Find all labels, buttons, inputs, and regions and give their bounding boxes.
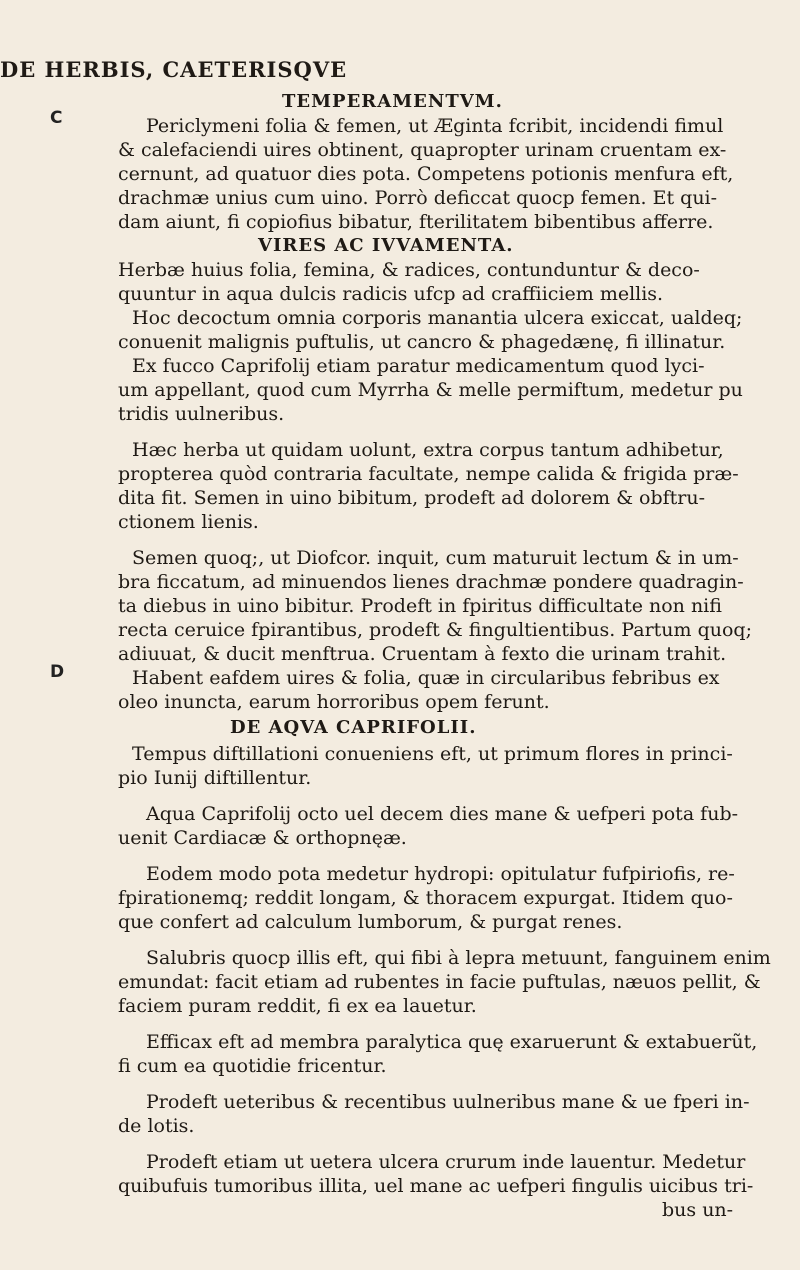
text-line: conuenit malignis puftulis, ut cancro & phagedænę, fi illinatur. <box>118 331 726 353</box>
text-line: emundat: facit etiam ad rubentes in facie puftulas, næuos pellit, & <box>118 971 761 993</box>
section-heading-vires: VIRES AC IVVAMENTA. <box>258 235 514 256</box>
text-line: ta diebus in uino bibitur. Prodeft in fpiritus difficultate non nifi <box>118 595 722 617</box>
text-line: Prodeft ueteribus & recentibus uulneribus mane & ue fperi in- <box>146 1091 750 1113</box>
margin-letter-c: C <box>50 108 63 128</box>
text-line: Hoc decoctum omnia corporis manantia ulcera exiccat, ualdeq; <box>132 307 743 329</box>
text-line: quibufuis tumoribus illita, uel mane ac uefperi fingulis uicibus tri- <box>118 1175 754 1197</box>
text-line: cernunt, ad quatuor dies pota. Competens potionis menfura eft, <box>118 163 734 185</box>
text-line: ctionem lienis. <box>118 511 259 533</box>
text-line: de lotis. <box>118 1115 195 1137</box>
margin-letter-d: D <box>50 662 65 682</box>
text-line: Herbæ huius folia, femina, & radices, contunduntur & deco- <box>118 259 700 281</box>
text-line: uenit Cardiacæ & orthopnęæ. <box>118 827 407 849</box>
text-line: dita fit. Semen in uino bibitum, prodeft ad dolorem & obftru- <box>118 487 706 509</box>
text-line: drachmæ unius cum uino. Porrò deficcat quocp femen. Et qui- <box>118 187 718 209</box>
text-line: Hæc herba ut quidam uolunt, extra corpus tantum adhibetur, <box>132 439 724 461</box>
text-line: Tempus diftillationi conueniens eft, ut primum flores in princi- <box>132 743 733 765</box>
text-line-catchword: bus un- <box>662 1199 734 1221</box>
text-line: quuntur in aqua dulcis radicis ufcp ad craffiiciem mellis. <box>118 283 664 305</box>
text-line: Prodeft etiam ut uetera ulcera crurum inde lauentur. Medetur <box>146 1151 746 1173</box>
text-line: Aqua Caprifolij octo uel decem dies mane & uefperi pota fub- <box>146 803 739 825</box>
text-line: bra ficcatum, ad minuendos lienes drachmæ pondere quadragin- <box>118 571 744 593</box>
text-line: Ex fucco Caprifolij etiam paratur medicamentum quod lyci- <box>132 355 705 377</box>
text-line: fi cum ea quotidie fricentur. <box>118 1055 387 1077</box>
text-line: pio Iunij diftillentur. <box>118 767 312 789</box>
text-line: Periclymeni folia & femen, ut Æginta fcribit, incidendi fimul <box>146 115 724 137</box>
text-line: Semen quoq;, ut Diofcor. inquit, cum maturuit lectum & in um- <box>132 547 739 569</box>
text-line: & calefaciendi uires obtinent, quapropter urinam cruentam ex- <box>118 139 727 161</box>
running-title: DE HERBIS, CAETERISQVE <box>0 57 348 82</box>
section-heading-temperamentum: TEMPERAMENTVM. <box>282 91 503 112</box>
text-line: propterea quòd contraria facultate, nempe calida & frigida præ- <box>118 463 739 485</box>
text-line: Salubris quocp illis eft, qui fibi à lepra metuunt, fanguinem enim <box>146 947 771 969</box>
section-heading-de-aqua: DE AQVA CAPRIFOLII. <box>230 717 477 738</box>
text-line: adiuuat, & ducit menftrua. Cruentam à fexto die urinam trahit. <box>118 643 727 665</box>
text-line: Habent eafdem uires & folia, quæ in circularibus febribus ex <box>132 667 720 689</box>
text-line: um appellant, quod cum Myrrha & melle permiftum, medetur pu <box>118 379 743 401</box>
text-line: fpirationemq; reddit longam, & thoracem expurgat. Itidem quo- <box>118 887 733 909</box>
text-line: Eodem modo pota medetur hydropi: opitulatur fufpiriofis, re- <box>146 863 735 885</box>
text-line: tridis uulneribus. <box>118 403 285 425</box>
text-line: oleo inuncta, earum horroribus opem ferunt. <box>118 691 550 713</box>
text-line: Efficax eft ad membra paralytica quę exaruerunt & extabuerũt, <box>146 1031 758 1053</box>
text-line: dam aiunt, fi copiofius bibatur, fterilitatem bibentibus afferre. <box>118 211 714 233</box>
text-line: que confert ad calculum lumborum, & purgat renes. <box>118 911 623 933</box>
text-line: faciem puram reddit, fi ex ea lauetur. <box>118 995 477 1017</box>
text-line: recta ceruice fpirantibus, prodeft & fingultientibus. Partum quoq; <box>118 619 752 641</box>
